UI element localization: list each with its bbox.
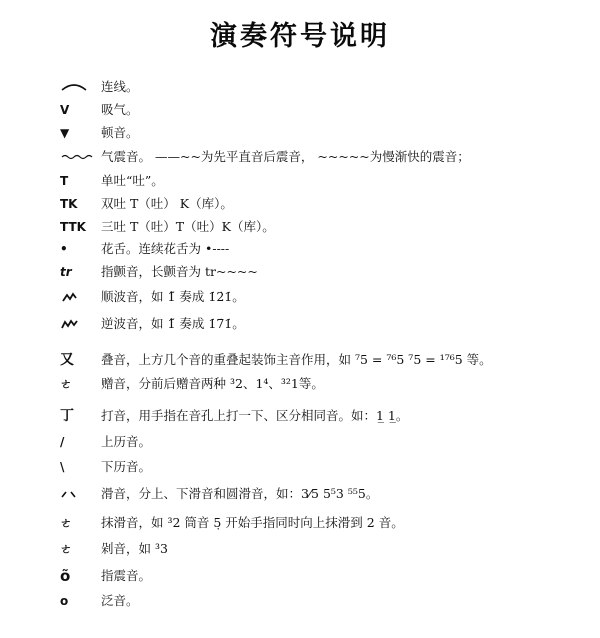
triple-tongue-icon: TTK: [60, 220, 86, 234]
entry-description: 上历音。: [101, 434, 152, 449]
entry-row: [0, 216, 600, 238]
entry-description: 吸气。: [101, 102, 139, 117]
finger-vibrato-icon: õ: [60, 567, 71, 585]
breath-v-icon: V: [60, 103, 70, 117]
entry-description: 连线。: [101, 79, 139, 94]
entry-row: [0, 349, 600, 371]
entry-description: 单吐“吐”。: [101, 173, 164, 188]
entry-description: 气震音。 ——~~为先平直音后震音， ~~~~~为慢渐快的震音；: [101, 149, 470, 164]
ornament-after-icon: ㄜ: [60, 377, 73, 391]
hit-note-icon: 丁: [60, 408, 74, 424]
entry-description: 指震音。: [101, 568, 152, 583]
entry-row: [0, 238, 600, 260]
entry-description: 顺波音，如 1̃ 奏成 1̇2̇1̇。: [101, 289, 245, 304]
entry-description: 花舌。连续花舌为 •----: [101, 241, 230, 256]
slide-up-slash-icon: /: [60, 435, 65, 449]
entry-row: [0, 538, 600, 560]
entry-row: [0, 193, 600, 215]
entry-row: [0, 99, 600, 121]
entry-row: [0, 405, 600, 427]
glide-icon: [60, 483, 96, 505]
entry-description: 逆波音，如 1̃ 奏成 1̇7̇1̇。: [101, 316, 245, 331]
flutter-dot-icon: •: [60, 242, 68, 256]
slide-down-slash-icon: \: [60, 460, 65, 474]
single-tongue-icon: T: [60, 174, 69, 188]
slur-arc-icon: [60, 76, 96, 98]
entry-row: [0, 431, 600, 453]
page-title: 演奏符号说明: [210, 21, 390, 52]
entry-row: [0, 313, 600, 335]
entry-row: [0, 565, 600, 587]
breath-vibrato-wave-icon: [60, 146, 96, 168]
inverted-mordent-icon: [60, 313, 96, 335]
entry-row: [0, 170, 600, 192]
entry-description: 滑音，分上、下滑音和圆滑音，如：3⁄5 5⁵3 ⁵⁵5。: [101, 486, 379, 501]
entry-row: [0, 286, 600, 308]
entry-description: 赠音，分前后赠音两种 ³2、1⁴、³²1等。: [101, 376, 324, 391]
entry-row: [0, 122, 600, 144]
entry-description: 打音，用手指在音孔上打一下、区分相同音。如：1̲ 1̲。: [101, 408, 409, 423]
entry-row: [0, 146, 600, 168]
double-tongue-icon: TK: [60, 197, 78, 211]
tip-slide-icon: ㄜ: [60, 542, 73, 556]
grace-note-cross-icon: 又: [60, 352, 74, 368]
entry-row: [0, 456, 600, 478]
entry-description: 下历音。: [101, 459, 152, 474]
entry-description: 指颤音，长颤音为 tr~~~~: [101, 264, 258, 279]
entry-row: [0, 483, 600, 505]
entry-row: [0, 261, 600, 283]
smear-icon: ㄜ: [60, 516, 73, 530]
entry-description: 三吐 T（吐）T（吐）K（库）。: [101, 219, 275, 234]
entry-row: [0, 76, 600, 98]
entry-description: 剁音，如 ³3: [101, 541, 168, 556]
entry-description: 双吐 T（吐） K（库）。: [101, 196, 233, 211]
entry-description: 泛音。: [101, 593, 139, 608]
mordent-icon: [60, 286, 96, 308]
entry-row: [0, 590, 600, 612]
trill-icon: tr: [60, 265, 72, 279]
entry-row: [0, 373, 600, 395]
entry-description: 顿音。: [101, 125, 139, 140]
entry-description: 抹滑音，如 ³2 筒音 5̣ 开始手指同时向上抹滑到 2 音。: [101, 515, 404, 530]
harmonic-circle-icon: o: [60, 594, 69, 608]
entry-row: [0, 512, 600, 534]
accent-triangle-icon: ▼: [60, 126, 70, 140]
entry-description: 叠音，上方几个音的重叠起装饰主音作用，如 ⁷5 = ⁷⁶5 ⁷5 = ¹⁷⁶5 等。: [101, 352, 492, 367]
